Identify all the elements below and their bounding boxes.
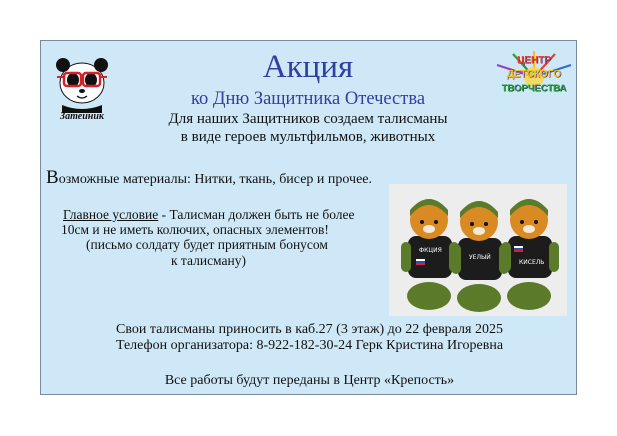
talisman-photo [389,184,567,316]
organizer-phone: Телефон организатора: 8-922-182-30-24 Герк Кристина Игоревна [115,338,504,353]
svg-text:УЕЛЫЙ: УЕЛЫЙ [469,254,491,261]
condition-label: Главное условие [63,207,159,222]
condition-line-4: к талисману) [171,253,246,268]
materials-text [46,167,372,189]
intro-line-1: Для наших Защитников создаем талисманы [168,111,448,127]
svg-text:ФКЦИЯ: ФКЦИЯ [419,247,442,254]
center-logo-line2: ДЕТСКОГО [506,69,562,80]
condition-text: - Талисман должен быть не более [158,207,355,222]
condition-line-3: (письмо солдату будет приятным бонусом [86,237,328,252]
tiger-toys-image [389,184,567,316]
poster [40,40,577,395]
final-note: Все работы будут переданы в Центр «Крепость» [164,373,455,388]
svg-text:КИСЕЛЬ: КИСЕЛЬ [519,259,545,266]
condition-line-2: 10см и не иметь колючих, опасных элементов! [61,222,329,237]
page-title: Акция [262,49,354,85]
zateynik-logo [47,53,117,123]
panda-icon [47,53,117,113]
center-logo-line3: ТВОРЧЕСТВА [501,83,567,94]
center-logo [493,51,575,103]
bring-instructions: Свои талисманы приносить в каб.27 (3 этаж) до 22 февраля 2025 [116,322,503,337]
condition-line-1 [63,207,355,223]
zateynik-caption: Затейник [60,111,104,122]
center-logo-line1: ЦЕНТР [517,55,551,66]
materials-first-letter: В [46,167,59,188]
materials-rest: озможные материалы: Нитки, ткань, бисер и прочее. [58,172,372,187]
page-subtitle: ко Дню Защитника Отечества [190,89,426,109]
intro-line-2: в виде героев мультфильмов, животных [180,129,436,145]
